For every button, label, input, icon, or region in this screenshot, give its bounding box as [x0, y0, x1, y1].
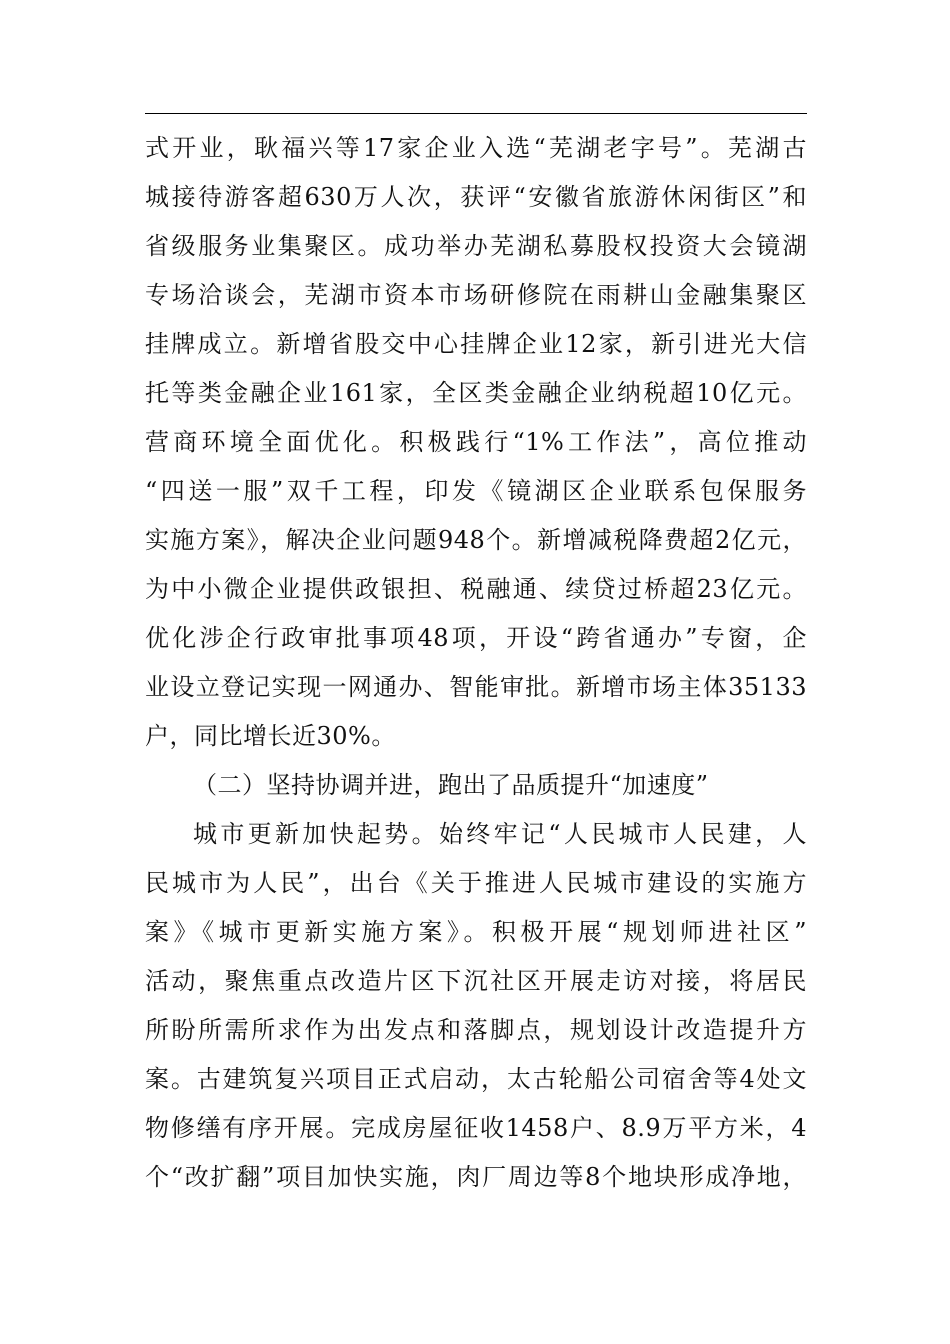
document-body: [145, 124, 807, 1202]
text-line: 专场洽谈会，芜湖市资本市场研修院在雨耕山金融集聚区: [145, 281, 807, 309]
text-line: 所盼所需所求作为出发点和落脚点，规划设计改造提升方: [145, 1016, 807, 1044]
text-line: 托等类金融企业161家，全区类金融企业纳税超10亿元。: [145, 379, 807, 407]
text-line: 实施方案》，解决企业问题948个。新增减税降费超2亿元，: [145, 526, 807, 554]
text-line: “四送一服”双千工程，印发《镜湖区企业联系包保服务: [145, 477, 807, 505]
text-line: 活动，聚焦重点改造片区下沉社区开展走访对接，将居民: [145, 967, 807, 995]
text-line: 式开业，耿福兴等17家企业入选“芜湖老字号”。芜湖古: [145, 134, 807, 162]
text-line: 户，同比增长近30%。: [145, 722, 396, 750]
header-rule: [145, 113, 807, 114]
text-line: 案》《城市更新实施方案》。积极开展“规划师进社区”: [145, 918, 807, 946]
text-line: 物修缮有序开展。完成房屋征收1458户、8.9万平方米，4: [145, 1114, 807, 1142]
section-heading: （二）坚持协调并进，跑出了品质提升“加速度”: [193, 771, 709, 799]
text-line: 民城市为人民”，出台《关于推进人民城市建设的实施方: [145, 869, 807, 897]
text-line: 营商环境全面优化。积极践行“1%工作法”，高位推动: [145, 428, 807, 456]
text-line: 优化涉企行政审批事项48项，开设“跨省通办”专窗，企: [145, 624, 807, 652]
paragraph-start: 城市更新加快起势。始终牢记“人民城市人民建，人: [193, 820, 807, 848]
text-line: 业设立登记实现一网通办、智能审批。新增市场主体35133: [145, 673, 807, 701]
text-line: 省级服务业集聚区。成功举办芜湖私募股权投资大会镜湖: [145, 232, 807, 260]
text-line: 案。古建筑复兴项目正式启动，太古轮船公司宿舍等4处文: [145, 1065, 807, 1093]
text-line: 为中小微企业提供政银担、税融通、续贷过桥超23亿元。: [145, 575, 807, 603]
text-line: 挂牌成立。新增省股交中心挂牌企业12家，新引进光大信: [145, 330, 807, 358]
text-line: 个“改扩翻”项目加快实施，肉厂周边等8个地块形成净地，: [145, 1163, 807, 1191]
text-line: 城接待游客超630万人次，获评“安徽省旅游休闲街区”和: [145, 183, 807, 211]
